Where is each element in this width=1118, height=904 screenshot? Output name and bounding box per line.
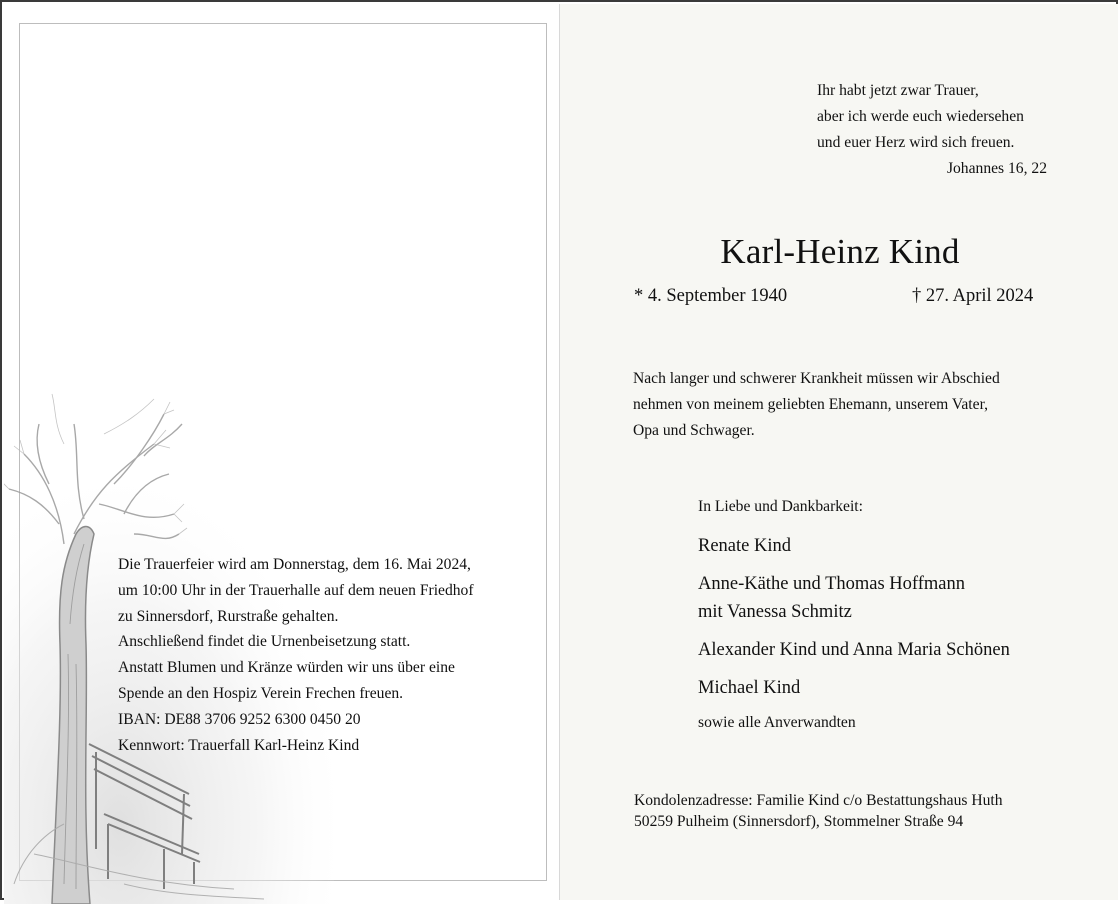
left-page <box>4 4 560 900</box>
message-line: Nach langer und schwerer Krankheit müssen wir Abschied <box>633 366 1063 392</box>
mourners-intro: In Liebe und Dankbarkeit: <box>698 498 863 516</box>
verse-line: und euer Herz wird sich freuen. <box>817 130 1057 156</box>
message-line: nehmen von meinem geliebten Ehemann, unserem Vater, <box>633 392 1063 418</box>
mourner-name: Alexander Kind und Anna Maria Schönen <box>698 636 1078 664</box>
bible-verse <box>817 78 1057 182</box>
condolence-line: 50259 Pulheim (Sinnersdorf), Stommelner Straße 94 <box>634 811 1074 832</box>
ceremony-line: zu Sinnersdorf, Rurstraße gehalten. <box>118 604 538 630</box>
ceremony-line: Anschließend findet die Urnenbeisetzung statt. <box>118 629 538 655</box>
death-date: † 27. April 2024 <box>912 286 1033 307</box>
mourners-list <box>698 532 1078 712</box>
condolence-address <box>634 790 1074 832</box>
message-line: Opa und Schwager. <box>633 418 1063 444</box>
ceremony-line: Die Trauerfeier wird am Donnerstag, dem 16. Mai 2024, <box>118 552 538 578</box>
ceremony-line: um 10:00 Uhr in der Trauerhalle auf dem neuen Friedhof <box>118 578 538 604</box>
verse-line: aber ich werde euch wiedersehen <box>817 104 1057 130</box>
condolence-line: Kondolenzadresse: Familie Kind c/o Bestattungshaus Huth <box>634 790 1074 811</box>
mourner-entry <box>698 674 1078 702</box>
mourner-entry <box>698 636 1078 664</box>
ceremony-details <box>118 552 538 758</box>
verse-line: Ihr habt jetzt zwar Trauer, <box>817 78 1057 104</box>
relatives-note: sowie alle Anverwandten <box>698 714 856 732</box>
farewell-message <box>633 366 1063 444</box>
iban-line: IBAN: DE88 3706 9252 6300 0450 20 <box>118 707 538 733</box>
ceremony-line: Anstatt Blumen und Kränze würden wir uns über eine <box>118 655 538 681</box>
mourner-entry <box>698 532 1078 560</box>
keyword-line: Kennwort: Trauerfall Karl-Heinz Kind <box>118 733 538 759</box>
verse-reference: Johannes 16, 22 <box>817 156 1047 182</box>
mourner-name: Anne-Käthe und Thomas Hoffmann <box>698 570 1078 598</box>
mourner-name: Michael Kind <box>698 674 1078 702</box>
mourner-name: Renate Kind <box>698 532 1078 560</box>
birth-date: * 4. September 1940 <box>634 286 787 307</box>
deceased-name: Karl-Heinz Kind <box>602 232 1078 272</box>
ceremony-line: Spende an den Hospiz Verein Frechen freuen. <box>118 681 538 707</box>
mourner-entry <box>698 570 1078 626</box>
mourner-name-continued: mit Vanessa Schmitz <box>698 598 1078 626</box>
